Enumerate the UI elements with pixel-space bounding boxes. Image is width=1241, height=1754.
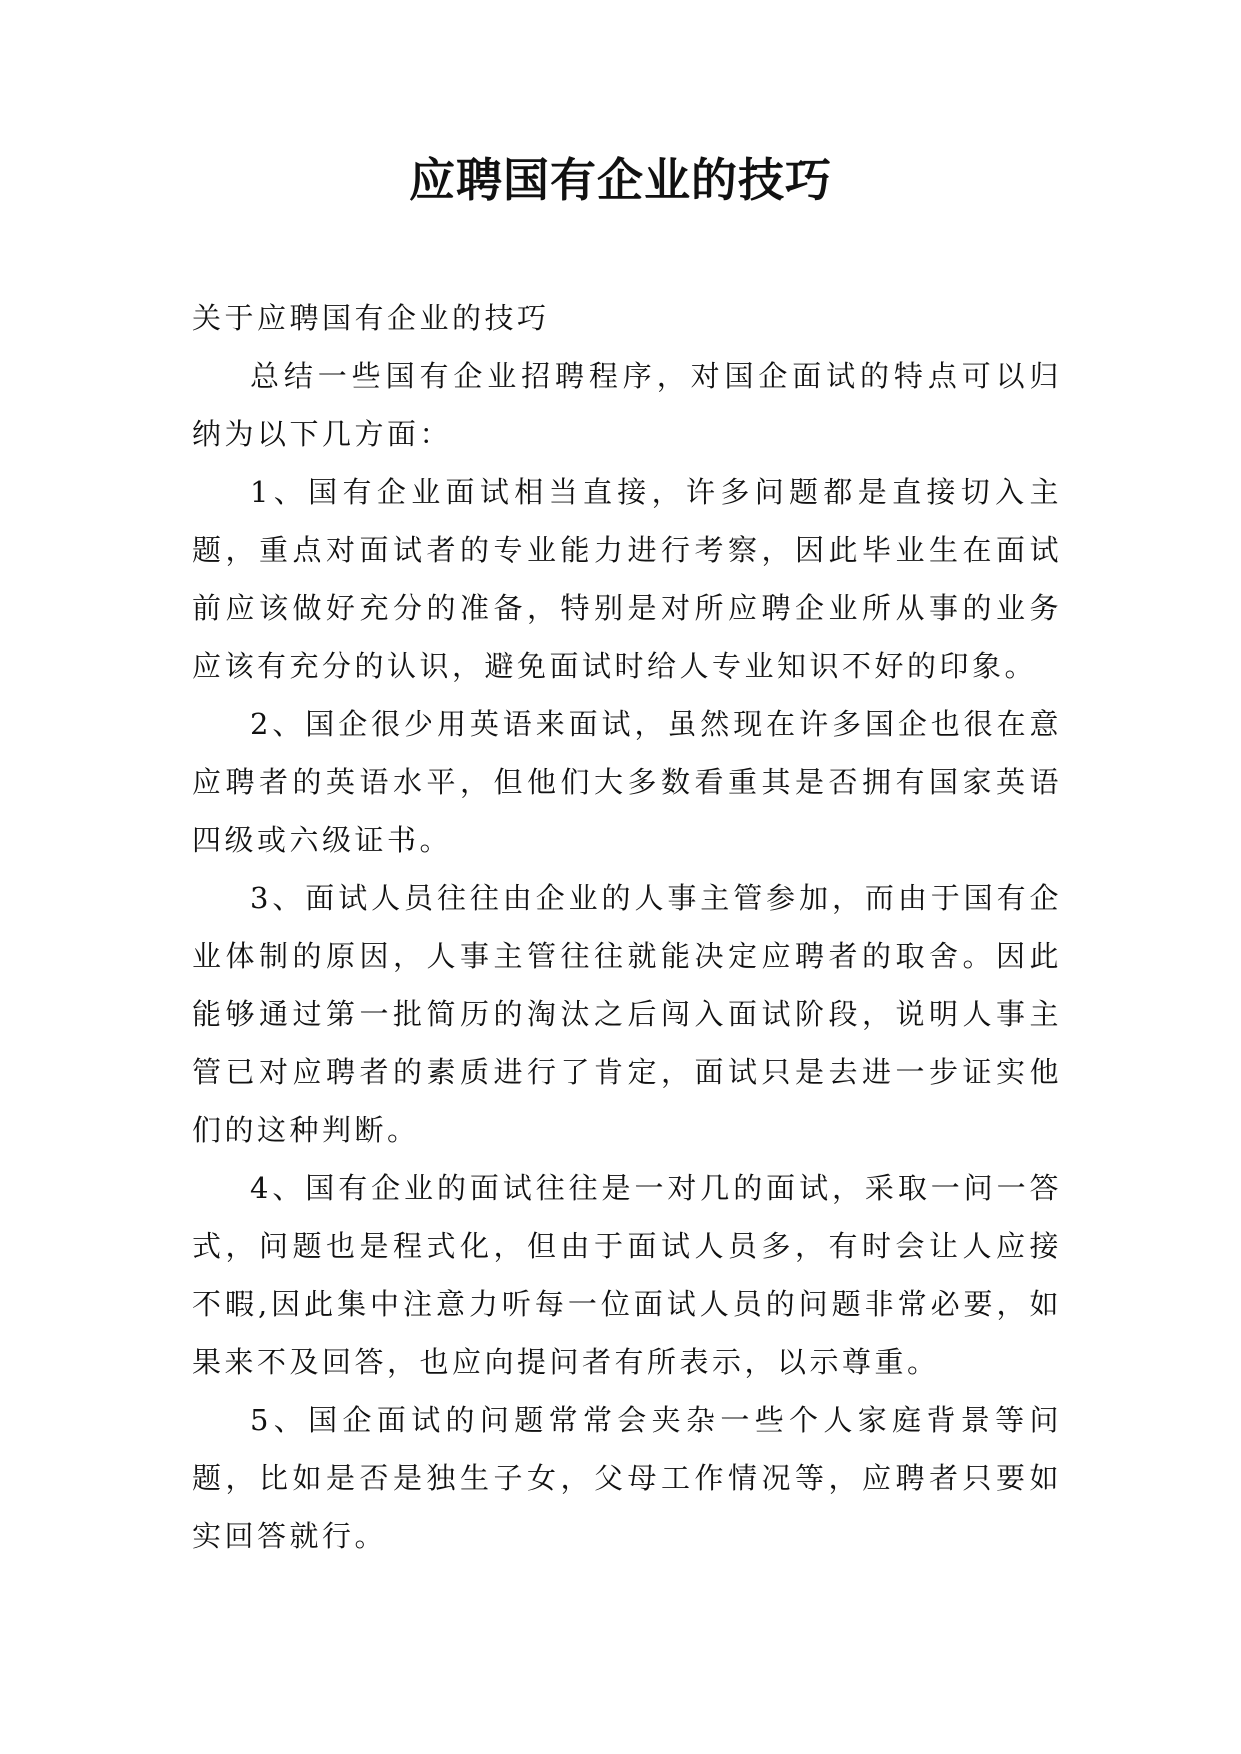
paragraph-point-2: 2、国企很少用英语来面试，虽然现在许多国企也很在意应聘者的英语水平，但他们大多数看重其是否拥有国家英语四级或六级证书。	[192, 707, 1062, 857]
intro-heading: 关于应聘国有企业的技巧	[192, 301, 550, 335]
document-body	[192, 289, 1062, 1565]
paragraph-point-4: 4、国有企业的面试往往是一对几的面试，采取一问一答式，问题也是程式化，但由于面试人员多，有时会让人应接不暇,因此集中注意力听每一位面试人员的问题非常必要，如果来不及回答，也应向提问者有所表示，以示尊重。	[192, 1171, 1062, 1379]
paragraph-point-5: 5、国企面试的问题常常会夹杂一些个人家庭背景等问题，比如是否是独生子女，父母工作情况等，应聘者只要如实回答就行。	[192, 1403, 1062, 1553]
document-title: 应聘国有企业的技巧	[409, 153, 832, 207]
paragraph-point-3: 3、面试人员往往由企业的人事主管参加，而由于国有企业体制的原因，人事主管往往就能决定应聘者的取舍。因此能够通过第一批简历的淘汰之后闯入面试阶段，说明人事主管已对应聘者的素质进行了肯定，面试只是去进一步证实他们的这种判断。	[192, 881, 1062, 1147]
paragraph-point-1: 1、国有企业面试相当直接，许多问题都是直接切入主题，重点对面试者的专业能力进行考察，因此毕业生在面试前应该做好充分的准备，特别是对所应聘企业所从事的业务应该有充分的认识，避免面试时给人专业知识不好的印象。	[192, 475, 1062, 683]
paragraph-summary: 总结一些国有企业招聘程序，对国企面试的特点可以归纳为以下几方面：	[192, 359, 1062, 451]
